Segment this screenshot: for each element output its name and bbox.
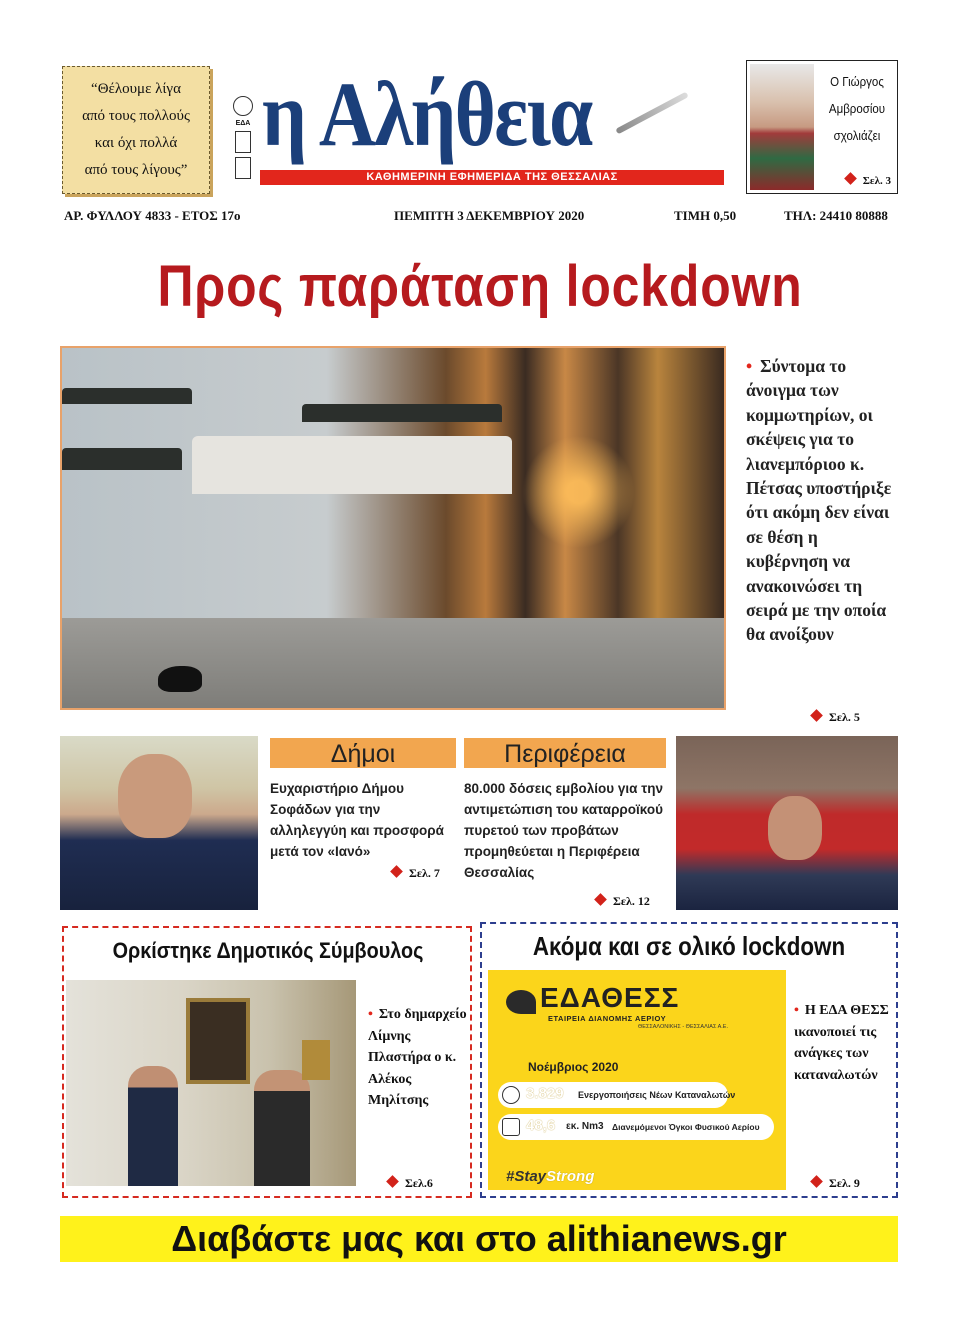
edathess-story-body: Η ΕΔΑ ΘΕΣΣ ικανοποιεί τις ανάγκες των καταναλωτών bbox=[794, 1003, 889, 1083]
council-story-text[interactable] bbox=[368, 1004, 468, 1112]
flame-icon bbox=[502, 1086, 520, 1104]
contact-phone: ΤΗΛ: 24410 80888 bbox=[784, 208, 888, 223]
barcode-icon bbox=[235, 157, 251, 179]
council-story-body: Στο δημαρχείο Λίμνης Πλαστήρα ο κ. Αλέκος Μηλίτσης bbox=[368, 1007, 467, 1108]
expand-icon bbox=[502, 1118, 520, 1136]
eda-side-logo bbox=[232, 96, 254, 188]
stat2-number: 48,6 bbox=[526, 1117, 556, 1134]
hashtag-part: #Stay bbox=[506, 1168, 547, 1185]
columnist-line: σχολιάζει bbox=[833, 129, 881, 143]
street-ground bbox=[62, 618, 724, 708]
flame-logo-icon bbox=[506, 990, 536, 1014]
perifereia-photo[interactable] bbox=[676, 736, 898, 910]
edathess-story-title[interactable]: Ακόμα και σε ολικό lockdown bbox=[532, 931, 846, 961]
barcode-icon bbox=[235, 131, 251, 153]
person-face bbox=[118, 754, 192, 838]
person-figure bbox=[254, 1070, 310, 1186]
ad-brand: ΕΔΑΘΕΣΣ bbox=[540, 982, 680, 1013]
person-figure bbox=[128, 1066, 178, 1186]
main-photo[interactable] bbox=[60, 346, 726, 710]
seal-icon bbox=[233, 96, 253, 116]
dimoi-photo[interactable] bbox=[60, 736, 258, 910]
diamond-icon bbox=[390, 865, 403, 878]
edathess-story-text[interactable] bbox=[794, 1000, 894, 1086]
stat1-desc: Ενεργοποιήσεις Νέων Καταναλωτών bbox=[578, 1090, 736, 1100]
issue-info-bar bbox=[64, 208, 898, 226]
columnist-line: Ο Γιώργος bbox=[830, 75, 884, 89]
umbrella bbox=[302, 404, 502, 422]
diamond-icon bbox=[810, 1175, 823, 1188]
side-logo-text: ΕΔΑ bbox=[235, 120, 251, 127]
bullet: • bbox=[368, 1007, 373, 1022]
council-photo[interactable] bbox=[66, 980, 356, 1186]
dimoi-page-ref[interactable] bbox=[392, 866, 440, 881]
religious-icon bbox=[302, 1040, 330, 1080]
issue-number: ΑΡ. ΦΥΛΛΟΥ 4833 - ΕΤΟΣ 17ο bbox=[64, 208, 241, 223]
columnist-page-ref[interactable] bbox=[846, 174, 891, 187]
quote-line: “Θέλουμε λίγα bbox=[91, 81, 181, 97]
bullet: • bbox=[794, 1003, 799, 1018]
diamond-icon bbox=[844, 172, 857, 185]
page-ref-label: Σελ. 7 bbox=[409, 866, 440, 880]
section-tab-perifereia[interactable]: Περιφέρεια bbox=[464, 738, 666, 768]
diamond-icon bbox=[810, 709, 823, 722]
council-page-ref[interactable] bbox=[388, 1176, 433, 1191]
website-banner[interactable]: Διαβάστε μας και στο alithianews.gr bbox=[60, 1216, 898, 1262]
quote-line: από τους λίγους” bbox=[84, 162, 188, 178]
quote-line: και όχι πολλά bbox=[94, 135, 178, 151]
portrait-frame bbox=[186, 998, 250, 1084]
page-ref-label: Σελ. 5 bbox=[829, 710, 860, 724]
cafe-awning bbox=[192, 436, 512, 494]
section-tab-dimoi[interactable]: Δήμοι bbox=[270, 738, 456, 768]
ad-brand-sub2: ΘΕΣΣΑΛΟΝΙΚΗΣ - ΘΕΣΣΑΛΙΑΣ Α.Ε. bbox=[638, 1024, 728, 1030]
bullet: • bbox=[746, 356, 753, 376]
person-face bbox=[768, 796, 822, 860]
dimoi-story-text[interactable]: Ευχαριστήριο Δήμου Σοφάδων για την αλληλεγγύη και προσφορά μετά τον «Ιανό» bbox=[270, 781, 444, 859]
masthead-title: η Αλήθεια bbox=[262, 63, 592, 165]
columnist-caption bbox=[820, 69, 894, 150]
columnist-photo bbox=[750, 64, 814, 190]
cat-figure bbox=[158, 666, 202, 692]
columnist-line: Αμβροσίου bbox=[828, 102, 886, 116]
hashtag-part: Strong bbox=[546, 1168, 595, 1185]
page-ref-label: Σελ. 12 bbox=[613, 894, 650, 908]
masthead-quote bbox=[62, 66, 210, 194]
stat1-number: 3.829 bbox=[526, 1085, 564, 1102]
council-story-title[interactable]: Ορκίστηκε Δημοτικός Σύμβουλος bbox=[112, 938, 424, 963]
lead-story-body: Σύντομα το άνοιγμα των κομμωτηρίων, οι σκέψεις για το λιανεμπόριοο κ. Πέτσας υποστήριξε ότι ακόμη δεν είναι σε θέση η κυβέρνηση να ανακοινώσει τη σειρά με την οποία θα ανοίξουν bbox=[746, 356, 892, 645]
issue-date: ΠΕΜΠΤΗ 3 ΔΕΚΕΜΒΡΙΟΥ 2020 bbox=[394, 208, 585, 223]
ad-hashtag bbox=[506, 1168, 594, 1185]
edathess-page-ref[interactable] bbox=[812, 1176, 860, 1191]
diamond-icon bbox=[594, 893, 607, 906]
ad-brand-sub: ΕΤΑΙΡΕΙΑ ΔΙΑΝΟΜΗΣ ΑΕΡΙΟΥ bbox=[548, 1014, 667, 1023]
ad-month: Νοέμβριος 2020 bbox=[528, 1060, 619, 1074]
quote-line: από τους πολλούς bbox=[82, 108, 190, 124]
main-headline[interactable]: Προς παράταση lockdown bbox=[157, 254, 803, 319]
lead-page-ref[interactable] bbox=[812, 710, 860, 725]
perifereia-page-ref[interactable] bbox=[596, 894, 650, 909]
page-ref-label: Σελ. 3 bbox=[862, 175, 891, 187]
page-ref-label: Σελ. 9 bbox=[829, 1176, 860, 1190]
issue-price: ΤΙΜΗ 0,50 bbox=[674, 208, 737, 223]
perifereia-story-text[interactable]: 80.000 δόσεις εμβολίου για την αντιμετώπιση του καταρροϊκού πυρετού των προβάτων προμηθεύεται η Περιφέρεια Θεσσαλίας bbox=[464, 781, 663, 880]
umbrella bbox=[62, 388, 192, 404]
lead-story-text[interactable] bbox=[746, 354, 898, 647]
columnist-box[interactable] bbox=[746, 60, 898, 194]
edathess-ad[interactable] bbox=[488, 970, 786, 1190]
umbrella bbox=[62, 448, 182, 470]
masthead-subtitle: ΚΑΘΗΜΕΡΙΝΗ ΕΦΗΜΕΡΙΔΑ ΤΗΣ ΘΕΣΣΑΛΙΑΣ bbox=[260, 170, 724, 185]
diamond-icon bbox=[386, 1175, 399, 1188]
stat2-unit: εκ. Nm3 bbox=[566, 1121, 604, 1132]
stat2-desc: Διανεμόμενοι Όγκοι Φυσικού Αερίου bbox=[612, 1122, 760, 1132]
page-ref-label: Σελ.6 bbox=[405, 1176, 433, 1190]
